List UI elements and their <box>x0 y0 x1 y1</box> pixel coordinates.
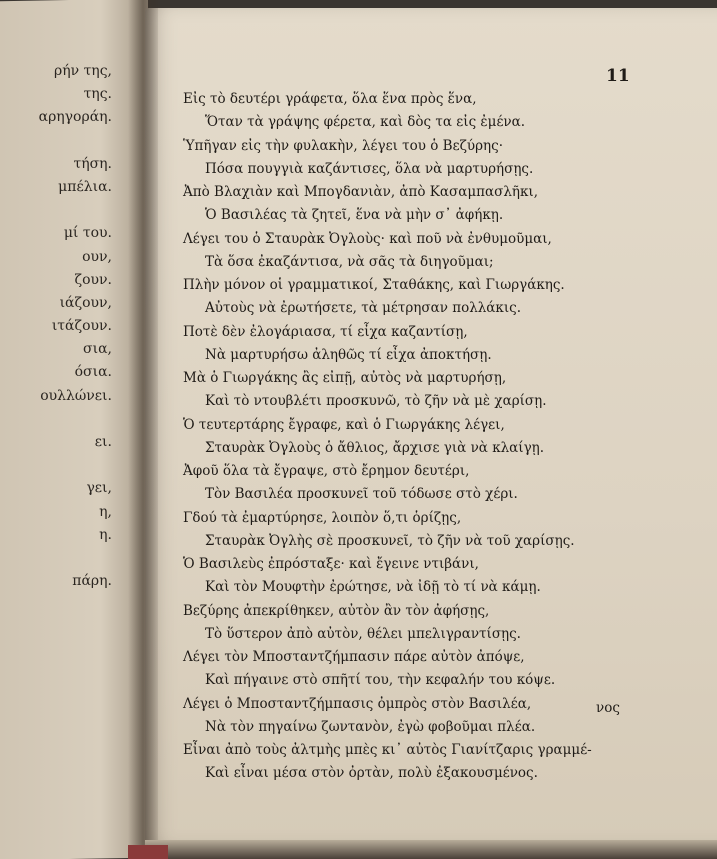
left-page-line: μί του. <box>63 225 112 242</box>
left-page-line: πάρη. <box>72 573 112 590</box>
verse-line: Ὅταν τὰ γράψης φέρετα, καὶ δὸς τα εἰς ἐμένα. <box>205 114 526 131</box>
left-page-line: ιάζουν, <box>59 294 112 311</box>
verse-line: Βεζύρης ἀπεκρίθηκεν, αὐτὸν ἂν τὸν ἀφήσῃς, <box>183 602 490 619</box>
page-number: 11 <box>606 66 630 86</box>
left-page-line: η, <box>99 503 112 520</box>
verse-line: Σταυρὰκ Ὀγλοὺς ὁ ἄθλιος, ἄρχισε γιὰ νὰ κλαίγῃ. <box>205 439 545 456</box>
word-continuation: νος <box>596 700 620 716</box>
left-page-text <box>0 60 140 593</box>
verse-line: Ὁ Βασιλεὺς ἐπρόσταξε· καὶ ἔγεινε ντιβάνι, <box>183 556 479 572</box>
left-page-line: ιτάζουν. <box>51 318 112 335</box>
page-bottom-edge <box>145 840 717 859</box>
verse-line: Ὁ Βασιλέας τὰ ζητεῖ, ἕνα νὰ μὴν σ᾽ ἀφήκῃ. <box>205 207 504 224</box>
left-page-line: της. <box>83 86 112 103</box>
verse-line: Πλὴν μόνον οἱ γραμματικοί, Σταθάκης, καὶ Γιωργάκης. <box>183 277 565 293</box>
left-page-line: ουλλώνει. <box>40 387 112 404</box>
verse-line: Αὐτοὺς νὰ ἐρωτήσετε, τὰ μέτρησαν πολλάκις. <box>205 300 522 317</box>
verse-line: Σταυρὰκ Ὀγλὴς σὲ προσκυνεῖ, τὸ ζῆν νὰ τοῦ χαρίσῃς. <box>205 532 575 549</box>
left-page-line: σια, <box>83 341 112 358</box>
verse-line: Λέγει ὁ Μποσταντζήμπασις ὀμπρὸς στὸν Βασιλέα, <box>183 695 532 712</box>
left-page-line <box>0 454 112 477</box>
verse-line: Ὁ τευτερτάρης ἔγραφε, καὶ ὁ Γιωργάκης λέγει, <box>183 416 505 433</box>
verse-line: Λέγει του ὁ Σταυρὰκ Ὀγλοὺς· καὶ ποῦ νὰ ἐνθυμοῦμαι, <box>183 230 552 247</box>
left-page-line: η. <box>99 526 112 543</box>
verse-line: Ὑπῆγαν εἰς τὴν φυλακὴν, λέγει του ὁ Βεζύρης· <box>183 137 503 154</box>
left-page-line: μπέλια. <box>58 178 112 195</box>
verse-line: Λέγει τὸν Μποσταντζήμπασιν πάρε αὐτὸν ἀπόψε, <box>183 649 525 665</box>
verse-line: Νὰ τὸν πηγαίνω ζωντανὸν, ἐγὼ φοβοῦμαι πλέα. <box>205 718 536 735</box>
left-page-line: όσια. <box>74 364 112 381</box>
left-page-line: ει. <box>94 434 112 450</box>
left-page-line: τήση. <box>73 155 112 172</box>
left-page-line: ρήν της, <box>53 63 112 79</box>
left-page-line: ουν, <box>82 248 112 265</box>
verse-line: Μὰ ὁ Γιωργάκης ἂς εἰπῇ, αὐτὸς νὰ μαρτυρήσῃ, <box>183 370 507 386</box>
poem-text <box>183 88 653 786</box>
verse-line: Καὶ πήγαινε στὸ σπῆτί του, τὴν κεφαλήν του κόψε. <box>205 672 556 689</box>
verse-line: Εἰς τὸ δευτέρι γράφετα, ὅλα ἕνα πρὸς ἕνα, <box>183 91 477 107</box>
left-page-line <box>0 547 112 570</box>
verse-line: Τὰ ὅσα ἐκαζάντισα, νὰ σᾶς τὰ διηγοῦμαι; <box>205 253 494 270</box>
verse-line: Καὶ τὸ ντουβλέτι προσκυνῶ, τὸ ζῆν νὰ μὲ χαρίσῃ. <box>205 393 547 410</box>
verse-line: Ποτὲ δὲν ἐλογάριασα, τί εἶχα καζαντίσῃ, <box>183 323 468 340</box>
left-page-line <box>0 199 112 222</box>
left-page-line: αρηγοράη. <box>38 109 112 126</box>
left-page-line: ζουν. <box>74 271 112 288</box>
left-page-line <box>0 130 112 153</box>
verse-line: Ἀπὸ Βλαχιὰν καὶ Μπογδανιὰν, ἀπὸ Κασαμπασλῆκι, <box>183 184 538 200</box>
verse-line: Εἶναι ἀπὸ τοὺς ἀλτμὴς μπὲς κι᾽ αὐτὸς Γιανίτζαρις γραμμέ- <box>183 742 592 758</box>
left-page-line <box>0 408 112 431</box>
verse-line: Καὶ τὸν Μουφτὴν ἐρώτησε, νὰ ἰδῇ τὸ τί νὰ κάμῃ. <box>205 579 541 596</box>
verse-line: Τὸ ὕστερον ἀπὸ αὐτὸν, θέλει μπελιγραντίσῃς. <box>205 625 521 642</box>
verse-line: Γδού τὰ ἐμαρτύρησε, λοιπὸν ὅ,τι ὁρίζῃς, <box>183 509 462 526</box>
verse-line: Πόσα πουγγιὰ καζάντισες, ὅλα νὰ μαρτυρήσῃς. <box>205 160 534 177</box>
book-cover-edge <box>128 845 168 859</box>
verse-line: Νὰ μαρτυρήσω ἀληθῶς τί εἶχα ἀποκτήσῃ. <box>205 346 492 363</box>
verse-line: Καὶ εἶναι μέσα στὸν ὀρτὰν, πολὺ ἐξακουσμένος. <box>205 765 538 782</box>
left-page-line: γει, <box>86 480 112 497</box>
verse-line: Ἀφοῦ ὅλα τὰ ἔγραψε, στὸ ἔρημον δευτέρι, <box>183 463 470 479</box>
verse-line: Τὸν Βασιλέα προσκυνεῖ τοῦ τόδωσε στὸ χέρι. <box>205 486 518 503</box>
